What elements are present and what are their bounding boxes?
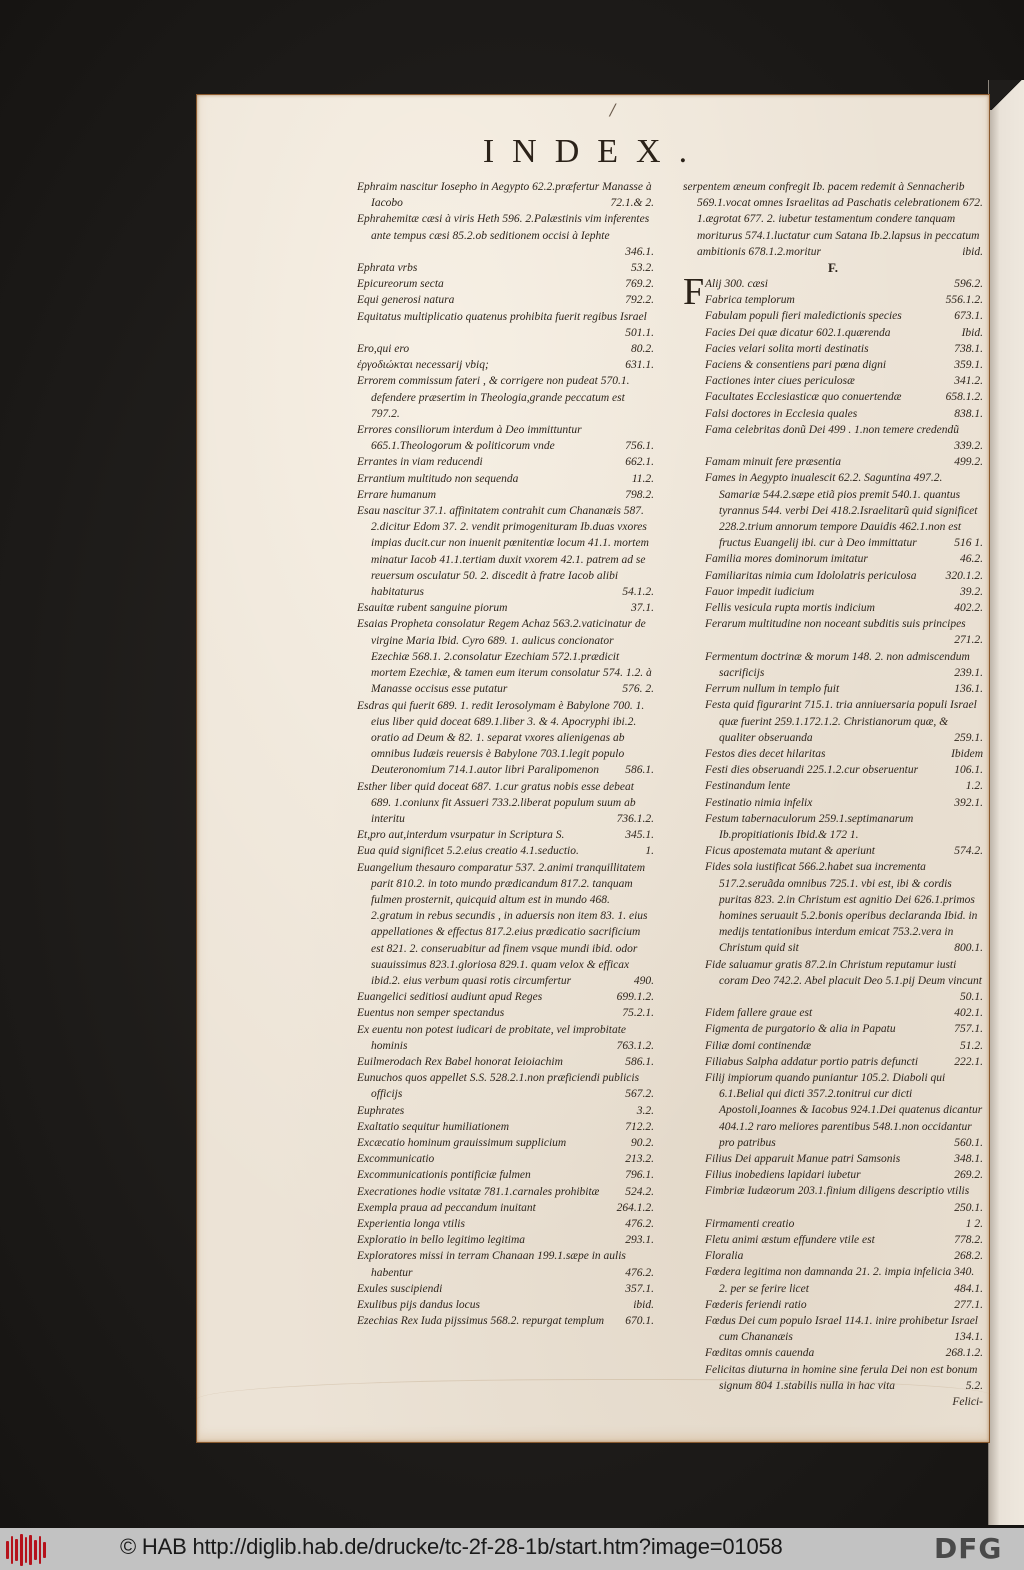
index-entry [357, 616, 654, 697]
index-entry-page-ref: 320.1.2. [945, 569, 983, 582]
section-letter: F. [828, 260, 838, 276]
index-entry-page-ref: 490. [633, 974, 654, 987]
index-entry-page-ref: 673.1. [954, 310, 983, 323]
index-entry [705, 1167, 983, 1183]
index-entry [357, 276, 654, 292]
index-entry-text: Facultates Ecclesiasticæ quo conuertendæ [705, 391, 902, 404]
index-entry [705, 1248, 983, 1264]
index-entry [357, 341, 654, 357]
index-entry-text: Filius Dei apparuit Manue patri Samsonis [705, 1152, 901, 1165]
index-entry-text: Floralia [705, 1250, 744, 1263]
source-url[interactable]: © HAB http://diglib.hab.de/drucke/tc-2f-28-1b/start.htm?image=01058 [120, 1534, 783, 1559]
index-entry-text: Felicitas diuturna in homine sine ferula Dei non est bonum signum 804 1.stabilis nulla in hac vita [705, 1363, 978, 1392]
index-entry [357, 600, 654, 616]
index-entry [357, 989, 654, 1005]
index-entry [705, 746, 983, 762]
index-entry-text: Figmenta de purgatorio & alia in Papatu [705, 1023, 896, 1036]
index-entry-text: Esau nascitur 37.1. affinitatem contrahit cum Chananæis 587. 2.dicitur Edom 37. 2. vendit primogenituram Ib.duas vxores impias ducit.cur non inuenit pœnitentiæ locum 41.1. mortem minatur Iacob 41.1.tertiam duxit vxorem 42.1. patrem ad se reuersum osculatur 50. 2. discedit à fratre Iacob alibi habitaturus [357, 505, 649, 599]
index-entry-page-ref: 11.2. [631, 472, 654, 485]
index-entry-text: Fama celebritas donũ Dei 499 . 1.non temere credendũ [705, 423, 960, 436]
index-entry [705, 811, 983, 843]
index-entry-page-ref: 798.2. [625, 488, 654, 501]
index-entry-page-ref: 586.1. [625, 1055, 654, 1068]
index-entry-text: Alij 300. cæsi [705, 278, 768, 291]
index-entry-text: Festum tabernaculorum 259.1.septimanarum Ib.propitiationis Ibid.& 172 1. [705, 812, 914, 841]
index-entry [357, 1070, 654, 1102]
index-entry [705, 762, 983, 778]
index-entry-page-ref: 1.2. [965, 780, 983, 793]
index-entry-page-ref: 560.1. [954, 1136, 983, 1149]
index-entry [705, 795, 983, 811]
index-entry-text: Et,pro aut,interdum vsurpatur in Scriptura S. [357, 829, 565, 842]
index-entry-page-ref: 501.1. [625, 326, 654, 339]
index-entry-page-ref: 250.1. [954, 1201, 983, 1214]
index-entry [357, 1167, 654, 1183]
index-entry-page-ref: 800.1. [954, 942, 983, 955]
index-entry-page-ref: 476.2. [625, 1218, 654, 1230]
index-entry [705, 697, 983, 746]
index-entry-page-ref: 357.1. [625, 1282, 654, 1295]
index-entry-text: Firmamenti creatio [705, 1217, 795, 1230]
index-entry-text: Equi generosi natura [357, 294, 455, 307]
index-entry [357, 843, 654, 859]
index-entry-page-ref: 53.2. [631, 262, 654, 275]
index-entry-text: Fœdus Dei cum populo Israel 114.1. inire prohibetur Israel cum Chananæis [705, 1315, 978, 1344]
index-entry-page-ref: 586.1. [625, 764, 654, 777]
index-entry-page-ref: 763.1.2. [616, 1039, 654, 1052]
index-entry-text: Factiones inter ciues periculosæ [705, 375, 855, 388]
index-entry [357, 1313, 654, 1329]
index-entry-text: Euangelici seditiosi audiunt apud Reges [357, 991, 543, 1004]
index-entry-text: Ferrum nullum in templo fuit [705, 683, 840, 696]
index-entry-page-ref: 5.2. [965, 1379, 983, 1392]
index-entry-page-ref: 80.2. [631, 343, 654, 356]
index-entry-text: Euangelium thesauro comparatur 537. 2.animi tranquillitatem parit 810.2. in toto mundo prædicandum 817.2. tanquam fulmen prosternit, quicquid altum est in mundo 468. 2.gratum in rebus secundis , in aduersis non item 83. 1. eius appellationes & effectus 817.2.eius prædicatio sacrificium est 821. 2. conseruabitur ad finem vsque mundi ibid. odor suauissimus 823.1.gloriosa 829.1. quam velox & efficax ibid.2. eius verbum quasi rotis circumfertur [357, 861, 648, 987]
index-entry [705, 1264, 983, 1296]
index-entry-page-ref: 484.1. [954, 1282, 983, 1295]
index-entry-page-ref: 796.1. [625, 1169, 654, 1182]
page-corner [989, 80, 1024, 110]
index-entry-page-ref: 239.1. [954, 666, 983, 679]
index-entry [705, 1021, 983, 1037]
index-entry [357, 1005, 654, 1021]
index-entry-text: Ex euentu non potest iudicari de probitate, vel improbitate hominis [357, 1023, 627, 1052]
index-entry [705, 584, 983, 600]
index-entry-page-ref: 359.1. [954, 359, 983, 372]
index-entry [705, 616, 983, 648]
index-entry-page-ref: 269.2. [954, 1169, 983, 1182]
index-entry-text: Euphrates [357, 1104, 405, 1117]
index-entry-text: serpentem æneum confregit Ib. pacem redemit à Sennacherib 569.1.vocat omnes Israelitas ad Paschatis celebrationem 672. 1.ægrotat 677. 2. iubetur testamentum condere tanquam moriturus 574.1.luctatur cum Satana Ib.2.lapsus in peccatum ambitionis 678.1.2.moritur [683, 181, 983, 258]
index-entry-page-ref: 37.1. [631, 602, 654, 615]
index-entry-page-ref: 596.2. [954, 278, 983, 291]
index-entry-page-ref: 392.1. [954, 796, 983, 809]
index-entry [357, 1103, 654, 1119]
index-entry-text: Excommunicatio [357, 1153, 435, 1166]
index-entry-page-ref: 268.2. [954, 1250, 983, 1263]
index-entry-text: Ezechias Rex Iuda pijssimus 568.2. repurgat templum [357, 1315, 605, 1328]
index-entry-page-ref: 1 2. [965, 1217, 983, 1230]
index-entry-page-ref: 3.2. [636, 1104, 654, 1117]
index-entry-page-ref: 670.1. [625, 1315, 654, 1328]
index-entry-text: Excommunicationis pontificiæ fulmen [357, 1169, 531, 1182]
index-entry-text: Eunuchos quos appellet S.S. 528.2.1.non præficiendi publicis officijs [357, 1072, 640, 1101]
index-entry [705, 341, 983, 357]
index-entry-page-ref: 631.1. [625, 359, 654, 372]
index-entry-page-ref: 738.1. [954, 342, 983, 355]
page-title: INDEX. [482, 133, 706, 170]
index-entry-text: Fabrica templorum [705, 294, 795, 307]
index-entry-page-ref: 222.1. [954, 1055, 983, 1068]
index-entry [705, 1232, 983, 1248]
index-entry-text: Fauor impedit iudicium [705, 585, 815, 598]
index-entry [705, 1005, 983, 1021]
index-entry-page-ref: 556.1.2. [945, 294, 983, 307]
index-entry-page-ref: 699.1.2. [616, 991, 654, 1004]
index-entry-text: Esaias Propheta consolatur Regem Achaz 563.2.vaticinatur de virgine Maria Ibid. Cyro 689. 1. aulicus concionator Ezechiæ 568.1. 2.consolatur Ezechiam 572.1.prædicit mortem Ezechiæ, & tamen eum iterum consolatur 574. 1.2. à Manasse occisus esse putatur [357, 618, 652, 696]
index-entry [357, 373, 654, 422]
index-entry-page-ref: 271.2. [954, 634, 983, 647]
index-entry [705, 957, 983, 1006]
index-entry-text: Festi dies obseruandi 225.1.2.cur obseruentur [705, 764, 919, 777]
hab-logo-icon [6, 1533, 46, 1567]
index-entry [705, 1216, 983, 1232]
index-entry-page-ref: 46.2. [960, 553, 983, 566]
index-entry [357, 1297, 654, 1313]
index-entry [357, 1054, 654, 1070]
index-entry-page-ref: 402.2. [954, 602, 983, 615]
index-entry [357, 779, 654, 828]
index-entry [705, 551, 983, 567]
index-entry-text: Ephrata vrbs [357, 262, 418, 275]
index-entry-text: Eua quid significet 5.2.eius creatio 4.1.seductio. [357, 845, 579, 858]
index-entry [705, 568, 983, 584]
index-entry [357, 1135, 654, 1151]
index-entry-text: Fames in Aegypto inualescit 62.2. Saguntina 497.2. Samariæ 544.2.sæpe etiã pios premit 540.1. quantus tyrannus 544. verbi Dei 418.2.Israelitarũ quid significet 228.2.trium annorum tempore Dauidis 462.1.non est fructus Euangelij ibi. cur à Deo immittatur [705, 472, 978, 550]
index-entry-page-ref: Ibidem [951, 747, 983, 760]
index-entry [357, 292, 654, 308]
index-entry-text: Falsi doctores in Ecclesia quales [705, 407, 858, 420]
index-entry [357, 471, 654, 487]
index-entry-page-ref: ibid. [633, 1299, 654, 1312]
dfg-logo-icon: DFG [934, 1532, 1003, 1565]
index-entry-text: Excæcatio hominum grauissimum supplicium [357, 1136, 567, 1149]
index-entry-text: Epicureorum secta [357, 278, 444, 291]
index-entry [357, 1216, 654, 1232]
index-entry [357, 422, 654, 454]
index-entry-page-ref: 662.1. [625, 456, 654, 469]
index-entry [705, 389, 983, 405]
dropcap-letter: F [683, 271, 705, 314]
index-entry-text: Exules suscipiendi [357, 1282, 443, 1295]
index-entry-text: Fellis vesicula rupta mortis indicium [705, 602, 875, 615]
index-entry-text: Filij impiorum quando puniantur 105.2. Diaboli qui 6.1.Belial qui dicti 357.2.tonitrui cur dicti Apostoli,Ioannes & Iacobus 924.1.Dei quatenus dicantur 404.1.2 raro meliores parentibus 548.1.non occidantur pro patribus [705, 1071, 983, 1149]
index-entry-page-ref: 341.2. [954, 375, 983, 388]
index-entry-text: Fide saluamur gratis 87.2.in Christum reputamur iusti coram Deo 742.2. Abel placuit Deo 5.1.pij Deum vincunt [705, 958, 982, 987]
index-entry-text: Festinandum lente [705, 780, 791, 793]
index-entry [705, 859, 983, 956]
index-entry-page-ref: 90.2. [631, 1136, 654, 1149]
index-entry-text: Fimbriæ Iudæorum 203.1.finium diligens descriptio vtilis [705, 1185, 970, 1198]
catchword: Felici- [952, 1396, 983, 1409]
index-entry [357, 1281, 654, 1297]
index-entry-page-ref: 658.1.2. [945, 391, 983, 404]
index-entry-text: Exulibus pijs dandus locus [357, 1299, 480, 1312]
index-entry-text: Errorem commissum fateri , & corrigere non pudeat 570.1. defendere præsertim in Theologia,grande peccatum est 797.2. [357, 375, 630, 420]
index-entry-page-ref: 136.1. [954, 683, 983, 696]
book-page [196, 94, 990, 1443]
index-entry [705, 1070, 983, 1151]
index-entry-page-ref: ibid. [962, 245, 983, 258]
index-entry [705, 470, 983, 551]
index-entry-text: Ephrahemitæ cæsi à viris Heth 596. 2.Palæstinis vim inferentes ante tempus cæsi 85.2.ob seditionem occisi à Iephte [357, 213, 650, 242]
index-entry [705, 325, 983, 341]
index-entry [705, 649, 983, 681]
index-entry-page-ref: 213.2. [625, 1153, 654, 1166]
index-entry-text: Ephraim nascitur Iosepho in Aegypto 62.2.præfertur Manasse à Iacobo [357, 181, 652, 210]
index-entry-page-ref: 402.1. [954, 1007, 983, 1020]
index-entry-page-ref: 259.1. [954, 731, 983, 744]
index-entry-text: Fides sola iustificat 566.2.habet sua incrementa 517.2.seruãda omnibus 725.1. vbi est, ibi & cordis puritas 823. 2.in Christum est agnitio Dei 626.1.primos homines seruauit 5.2.bonis operibus declaranda Ibid. in medijs tentationibus interdum emicat 753.2.vera in Christum quid sit [705, 861, 978, 955]
index-entry [357, 1248, 654, 1280]
index-entry-page-ref: 51.2. [960, 1039, 983, 1052]
adjacent-page-edge [988, 80, 1024, 1525]
index-entry-text: Familia mores dominorum imitatur [705, 553, 868, 566]
index-entry [705, 1151, 983, 1167]
index-entry [705, 681, 983, 697]
index-entry [357, 309, 654, 341]
index-entry-text: Execrationes hodie vsitatæ 781.1.carnales prohibitæ [357, 1185, 600, 1198]
index-entry-text: Errare humanum [357, 488, 437, 501]
index-entry-page-ref: 574.2. [954, 845, 983, 858]
index-entry-page-ref: 838.1. [954, 407, 983, 420]
index-entry-page-ref: Ibid. [961, 326, 983, 339]
index-entry-text: Fabulam populi fieri maledictionis species [705, 310, 902, 323]
index-entry [705, 308, 983, 324]
index-entry [357, 179, 654, 211]
index-entry-page-ref: 756.1. [625, 440, 654, 453]
index-entry-text: Festa quid figurarint 715.1. tria anniuersaria populi Israel quæ fuerint 259.1.172.1.2. Christianorum quæ, & qualiter obseruanda [705, 699, 977, 744]
index-entry [357, 860, 654, 990]
index-entry-text: Equitatus multiplicatio quatenus prohibita fuerit regibus Israel [357, 310, 647, 323]
index-entry-page-ref: 778.2. [954, 1234, 983, 1246]
index-entry-page-ref: 106.1. [954, 764, 983, 777]
index-entry [705, 1183, 983, 1215]
index-entry-page-ref: 712.2. [625, 1120, 654, 1133]
index-entry-text: Fermentum doctrinæ & morum 148. 2. non admiscendum sacrificijs [705, 650, 970, 679]
index-entry [705, 276, 983, 292]
index-entry [705, 1297, 983, 1313]
index-entry [705, 843, 983, 859]
index-entry-page-ref: 277.1. [954, 1298, 983, 1311]
index-column-right [683, 179, 983, 1410]
index-entry-text: Experientia longa vtilis [357, 1218, 465, 1230]
index-entry-page-ref: 769.2. [625, 278, 654, 291]
index-entry-text: Exempla praua ad peccandum inuitant [357, 1201, 536, 1214]
index-entry-page-ref: 516 1. [954, 537, 983, 550]
index-entry-page-ref: 50.1. [960, 990, 983, 1003]
index-entry [705, 373, 983, 389]
index-entry [357, 827, 654, 843]
index-entry-text: Festinatio nimia infelix [705, 796, 813, 809]
index-entry-page-ref: 576. 2. [622, 683, 654, 696]
index-entry-text: Fœderis feriendi ratio [705, 1298, 807, 1311]
index-entry [705, 357, 983, 373]
index-entry [357, 1119, 654, 1135]
index-entry-text: Errores consiliorum interdum à Deo immittuntur 665.1.Theologorum & politicorum vnde [357, 424, 582, 453]
index-entry-page-ref: 567.2. [625, 1088, 654, 1101]
index-entry-page-ref: 339.2. [954, 440, 983, 453]
index-entry [705, 454, 983, 470]
index-entry [705, 1345, 983, 1361]
index-entry-text: Exaltatio sequitur humiliationem [357, 1120, 510, 1133]
index-entry-text: Euilmerodach Rex Babel honorat Ieioiachim [357, 1055, 563, 1068]
index-entry-text: Esauitæ rubent sanguine piorum [357, 602, 508, 615]
index-entry-text: Faciens & consentiens pari pœna digni [705, 359, 887, 372]
index-entry-page-ref: 54.1.2. [622, 586, 654, 599]
index-entry [357, 357, 654, 373]
index-entry-page-ref: 757.1. [954, 1023, 983, 1036]
index-entry-text: Filiabus Salpha addatur portio patris defuncti [705, 1055, 919, 1068]
index-entry-text: Filius inobediens lapidari iubetur [705, 1169, 861, 1182]
index-entry [357, 1184, 654, 1200]
index-entry-text: Fidem fallere graue est [705, 1007, 813, 1020]
index-entry-text: Esther liber quid doceat 687. 1.cur gratus nobis esse debeat 689. 1.coniunx fit Assueri 733.2.liberat populum suum ab interitu [357, 780, 636, 825]
index-entry [705, 422, 983, 454]
index-entry [705, 1313, 983, 1345]
index-entry-text: Fletu animi æstum effundere vtile est [705, 1234, 875, 1246]
index-entry-page-ref: 346.1. [625, 245, 654, 258]
index-entry-page-ref: 293.1. [625, 1234, 654, 1247]
index-entry [705, 292, 983, 308]
index-entry-page-ref: 476.2. [625, 1266, 654, 1279]
index-entry [357, 698, 654, 779]
index-entry [705, 1054, 983, 1070]
index-entry-text: ἐργοδιώκται necessarij vbiq; [357, 359, 489, 372]
index-entry [683, 179, 983, 260]
index-entry-page-ref: 792.2. [625, 294, 654, 307]
index-entry-text: Fœditas omnis cauenda [705, 1347, 815, 1360]
index-entry-page-ref: 72.1.& 2. [610, 197, 654, 210]
index-entry-page-ref: 39.2. [960, 585, 983, 598]
index-entry-text: Facies Dei quæ dicatur 602.1.quærenda [705, 326, 891, 339]
index-entry-text: Filiæ domi continendæ [705, 1039, 812, 1052]
index-entry-text: Euentus non semper spectandus [357, 1007, 505, 1020]
index-entry-page-ref: 345.1. [625, 829, 654, 842]
index-entry-page-ref: 1. [645, 845, 654, 858]
index-entry-page-ref: 134.1. [954, 1331, 983, 1344]
index-entry-page-ref: 348.1. [954, 1152, 983, 1165]
index-entry-text: Errantes in viam reducendi [357, 456, 483, 469]
index-entry [357, 454, 654, 470]
index-entry-text: Ero,qui ero [357, 343, 410, 356]
index-entry [357, 487, 654, 503]
index-entry [705, 600, 983, 616]
index-entry-text: Esdras qui fuerit 689. 1. redit Ierosolymam è Babylone 700. 1. eius liber quid doceat 689.1.liber 3. & 4. Apocryphi ibi.2. oratio ad Deum & 82. 1. separat vxores alienigenas ab omnibus Iudæis reuersis è Babylone 703.1.legit populo Deuteronomium 714.1.autor libri Paralipomenon [357, 699, 645, 777]
index-entry-text: Famam minuit fere præsentia [705, 456, 841, 469]
index-entry [357, 260, 654, 276]
index-entry [357, 1151, 654, 1167]
index-entry [357, 1200, 654, 1216]
index-entry [357, 1232, 654, 1248]
index-entry [357, 211, 654, 260]
index-entry-text: Errantium multitudo non sequenda [357, 472, 519, 485]
dropcap-block [683, 271, 983, 1394]
index-entry-text: Ficus apostemata mutant & aperiunt [705, 845, 875, 858]
index-entry-text: Facies velari solita morti destinatis [705, 342, 869, 355]
index-entry-page-ref: 524.2. [625, 1185, 654, 1198]
index-entry-text: Ferarum multitudine non noceant subditis suis principes [705, 618, 966, 631]
index-entry-page-ref: 75.2.1. [622, 1007, 654, 1020]
index-entry-text: Familiaritas nimia cum Idololatris periculosa [705, 569, 917, 582]
index-entry-page-ref: 499.2. [954, 456, 983, 469]
footer-bar [0, 1528, 1024, 1570]
index-entry-page-ref: 264.1.2. [616, 1201, 654, 1214]
index-entry-text: Exploratores missi in terram Chanaan 199.1.sæpe in aulis habentur [357, 1250, 626, 1279]
index-entry-text: Exploratio in bello legitimo legitima [357, 1234, 526, 1247]
index-entry-page-ref: 268.1.2. [945, 1347, 983, 1360]
index-entry [357, 503, 654, 600]
page-mark: / [610, 100, 616, 119]
index-entry-text: Festos dies decet hilaritas [705, 747, 826, 760]
index-entry [705, 1038, 983, 1054]
water-stain [197, 1379, 991, 1420]
index-entry-text: Fœdera legitima non damnanda 21. 2. impia infelicia 340. 2. per se ferire licet [705, 1266, 975, 1295]
index-entry [357, 1022, 654, 1054]
index-entry-page-ref: 736.1.2. [616, 812, 654, 825]
index-entry [705, 778, 983, 794]
index-column-left [357, 179, 654, 1329]
index-entry [705, 406, 983, 422]
